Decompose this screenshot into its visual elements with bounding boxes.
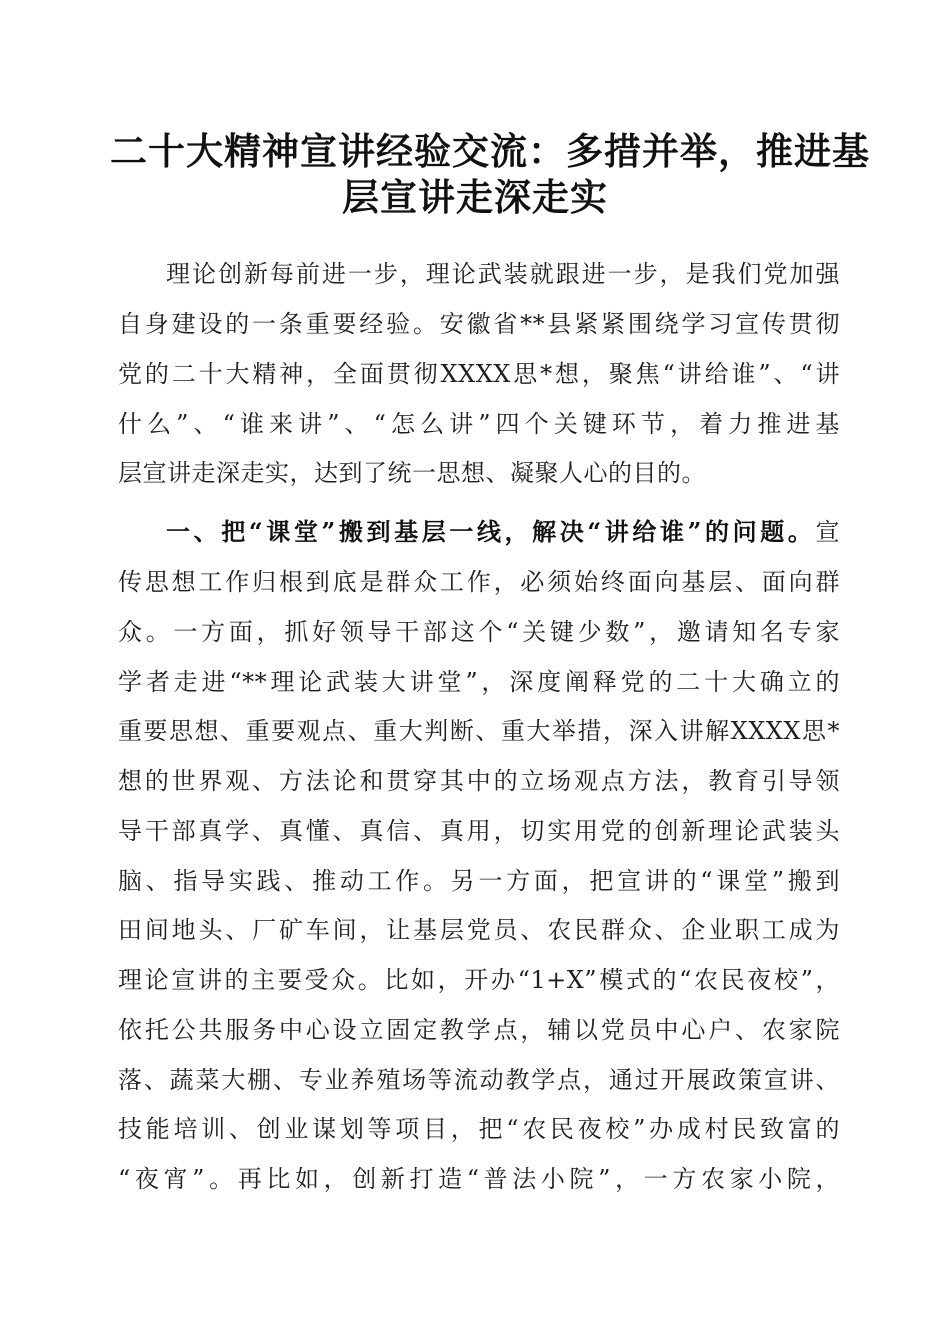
paragraph-2-text: 宣 <box>815 518 840 546</box>
paragraph-1-line: 理论创新每前进一步，理论武装就跟进一步，是我们党加强 <box>166 260 840 288</box>
paragraph-2-line: 田间地头、厂矿车间，让基层党员、农民群众、企业职工成为 <box>118 916 840 944</box>
paragraph-2-line: 学者走进“**理论武装大讲堂”，深度阐释党的二十大确立的 <box>118 668 840 696</box>
paragraph-2-line: 落、蔬菜大棚、专业养殖场等流动教学点，通过开展政策宣讲、 <box>118 1066 840 1094</box>
paragraph-1-line: 什么”、“谁来讲”、“怎么讲”四个关键环节，着力推进基 <box>118 410 840 438</box>
paragraph-2-line: 导干部真学、真懂、真信、真用，切实用党的创新理论武装头 <box>118 817 840 845</box>
paragraph-2-line: 传思想工作归根到底是群众工作，必须始终面向基层、面向群 <box>118 568 840 596</box>
paragraph-2-line: “夜宵”。再比如，创新打造“普法小院”，一方农家小院， <box>118 1165 840 1193</box>
document-title-line-1: 二十大精神宣讲经验交流：多措并举，推进基 <box>110 129 870 173</box>
paragraph-1-line: 党的二十大精神，全面贯彻XXXX思*想，聚焦“讲给谁”、“讲 <box>118 360 840 388</box>
paragraph-2-line: 想的世界观、方法论和贯穿其中的立场观点方法，教育引导领 <box>118 767 840 795</box>
section-heading: 一、把“课堂”搬到基层一线，解决“讲给谁”的问题。 <box>166 517 816 546</box>
paragraph-2-line: 技能培训、创业谋划等项目，把“农民夜校”办成村民致富的 <box>118 1115 840 1143</box>
paragraph-2-line: 脑、指导实践、推动工作。另一方面，把宣讲的“课堂”搬到 <box>118 867 840 895</box>
document-title-line-2: 层宣讲走深走实 <box>342 175 608 219</box>
paragraph-2-first-line <box>166 517 840 547</box>
paragraph-2-line: 理论宣讲的主要受众。比如，开办“1+X”模式的“农民夜校”， <box>118 966 840 994</box>
paragraph-1-line: 自身建设的一条重要经验。安徽省**县紧紧围绕学习宣传贯彻 <box>118 310 840 338</box>
paragraph-2-line: 依托公共服务中心设立固定教学点，辅以党员中心户、农家院 <box>118 1016 840 1044</box>
paragraph-2-line: 众。一方面，抓好领导干部这个“关键少数”，邀请知名专家 <box>118 618 840 646</box>
paragraph-2-line: 重要思想、重要观点、重大判断、重大举措，深入讲解XXXX思* <box>118 717 840 745</box>
paragraph-1-line: 层宣讲走深走实，达到了统一思想、凝聚人心的目的。 <box>118 459 706 487</box>
